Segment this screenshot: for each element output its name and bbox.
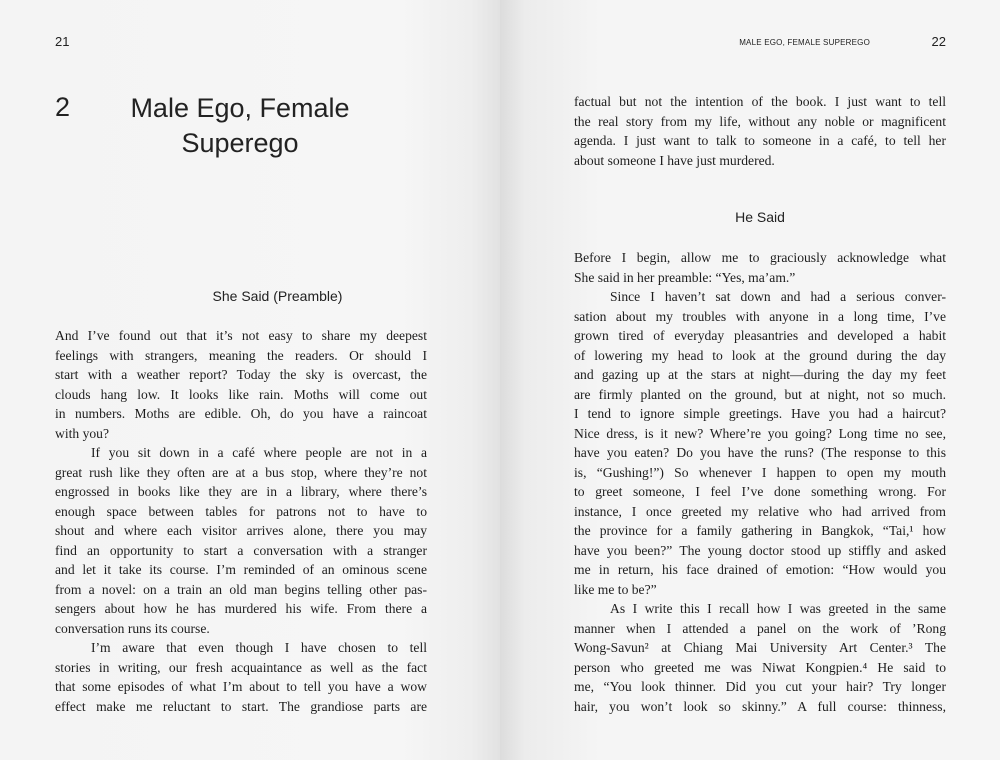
chapter-number: 2 <box>55 92 71 122</box>
text-line: shout and where each visitor arrives alone, there you may <box>55 523 427 538</box>
text-line: from a novel: on a train an old man begins telling other pas- <box>55 581 427 597</box>
text-line: stories in writing, our fresh acquaintance as well as the fact <box>55 659 427 675</box>
text-line: factual but not the intention of the book. I just want to tell <box>574 94 946 109</box>
section-heading: She Said (Preamble) <box>212 288 343 304</box>
text-line: She said in her preamble: “Yes, ma’am.” <box>574 269 796 285</box>
page-number: 21 <box>55 34 70 49</box>
text-line: Wong-Savun² at Chiang Mai University Art Center.³ The <box>574 640 946 655</box>
text-line: agenda. I just want to talk to someone in a café, to tell her <box>574 133 946 148</box>
text-line: about someone I have just murdered. <box>574 152 775 168</box>
text-line: of lowering my head to look at the ground during the day <box>574 347 946 363</box>
text-line: I’m aware that even though I have chosen to tell <box>91 640 427 655</box>
text-line: And I’ve found out that it’s not easy to share my deepest <box>55 328 427 343</box>
text-line: If you sit down in a café where people are not in a <box>91 445 427 460</box>
chapter-title-line: Male Ego, Female <box>130 93 350 123</box>
text-line: hair, you won’t look so skinny.” A full course: thinness, <box>574 698 946 714</box>
text-line: I tend to ignore simple greetings. Have you had a haircut? <box>574 406 946 421</box>
text-line: person who greeted me was Niwat Kongpien.⁴ He said to <box>574 659 946 675</box>
text-line: and let it take its course. I’m reminded of an ominous scene <box>55 562 427 577</box>
text-line: are firmly planted on the ground, but at night, not so much. <box>574 386 946 402</box>
text-line: engrossed in books like they are in a library, where there’s <box>55 484 427 499</box>
text-line: me in return, his face drained of emotion: “How would you <box>574 562 946 577</box>
text-line: Before I begin, allow me to graciously acknowledge what <box>574 250 946 265</box>
text-line: As I write this I recall how I was greeted in the same <box>610 601 946 616</box>
text-line: to greet someone, I feel I’ve done something wrong. For <box>574 484 946 499</box>
chapter-title-line: Superego <box>181 128 299 158</box>
text-line: effect make me reluctant to start. The grandiose parts are <box>55 698 427 714</box>
text-line: that some episodes of what I’m about to tell you have a wow <box>55 679 427 694</box>
chapter-title <box>120 91 360 161</box>
page-number: 22 <box>931 34 946 49</box>
text-line: in numbers. Moths are edible. Oh, do you have a raincoat <box>55 406 427 421</box>
text-line: great rush like they often are at a bus stop, where they’re not <box>55 464 427 480</box>
text-line: manner when I attended a panel on the work of ’Rong <box>574 620 946 636</box>
text-line: have you eaten? Do you have the runs? (The response to this <box>574 445 946 460</box>
text-line: enough space between tables for patrons not to have to <box>55 503 427 519</box>
text-line: like me to be?” <box>574 581 657 597</box>
section-heading: He Said <box>735 209 785 225</box>
text-line: instance, I once greeted my relative who had arrived from <box>574 503 946 519</box>
text-line: have you been?” The young doctor stood up stiffly and asked <box>574 542 946 558</box>
body-text <box>55 326 427 716</box>
text-line: the real story from my life, without any noble or magnificent <box>574 113 946 129</box>
text-line: find an opportunity to start a conversation with a stranger <box>55 542 427 558</box>
text-line: conversation runs its course. <box>55 620 210 636</box>
text-line: me, “You look thinner. Did you cut your hair? Try longer <box>574 679 946 694</box>
text-line: with you? <box>55 425 109 441</box>
text-line: Since I haven’t sat down and had a serious conver- <box>610 289 946 304</box>
text-line: the province for a family gathering in Bangkok, “Tai,¹ how <box>574 523 946 538</box>
text-line: clouds hang low. It looks like rain. Moths will come out <box>55 386 427 402</box>
text-line: and gazing up at the stars at night—during the day my feet <box>574 367 946 382</box>
text-line: sation about my troubles with anyone in a long time, I’ve <box>574 308 946 324</box>
right-page <box>500 0 1000 760</box>
body-text-continued <box>574 92 946 170</box>
text-line: grown tired of everyday pleasantries and developed a habit <box>574 328 946 343</box>
text-line: feelings with strangers, meaning the readers. Or should I <box>55 347 427 363</box>
text-line: is, “Gushing!”) So whenever I happen to open my mouth <box>574 464 946 480</box>
body-text <box>574 248 946 716</box>
running-head: MALE EGO, FEMALE SUPEREGO <box>739 38 870 47</box>
text-line: sengers about how he has murdered his wife. From there a <box>55 601 427 616</box>
text-line: Nice dress, is it new? Where’re you going? Long time no see, <box>574 425 946 441</box>
text-line: start with a weather report? Today the sky is overcast, the <box>55 367 427 382</box>
